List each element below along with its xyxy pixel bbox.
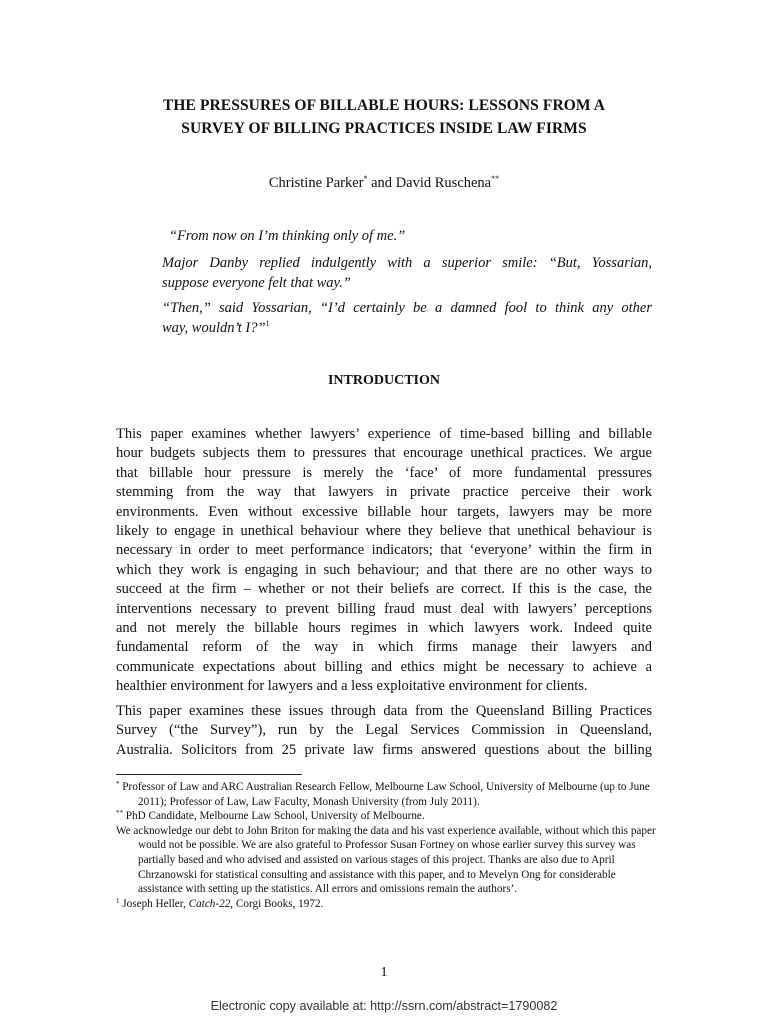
epigraph-quote-3 (162, 298, 652, 338)
ssrn-notice: Electronic copy available at: http://ssrn.com/abstract=1790082 (210, 999, 558, 1013)
author-david-ruschena: David Ruschena (395, 175, 492, 191)
paragraph-1-line: that billable hour pressure is merely the ‘face’ of more fundamental pressures (116, 464, 652, 481)
footnotes (116, 780, 656, 911)
paragraph-2-line: This paper examines these issues through data from the Queensland Billing Practices (116, 703, 652, 719)
epigraph-quote-1 (169, 226, 659, 246)
footnote-author-2 (116, 809, 656, 824)
paragraph-1-line: communicate expectations about billing and ethics might be necessary to achieve a (116, 658, 652, 675)
footnote-book-title: Catch-22 (188, 897, 231, 910)
page-number: 1 (380, 965, 388, 980)
paragraph-1 (116, 425, 652, 697)
author2-footnote-mark: ** (491, 174, 500, 183)
paragraph-1-line: fundamental reform of the way in which firms manage their lawyers and (116, 639, 652, 656)
paragraph-1-line: necessary in order to meet performance indicators; that ‘everyone’ within the firm in (116, 542, 652, 559)
epigraph-quote-3-line-1: “Then,” said Yossarian, “I’d certainly be a damned fool to think any other (162, 300, 652, 316)
epigraph-quote-2 (162, 253, 652, 293)
footnote-1 (116, 897, 656, 912)
paragraph-1-line: which they work is engaging in such behaviour; and that there are no other ways to (116, 561, 652, 578)
epigraph-quote-3-line-2: way, wouldn’t I?” (162, 320, 266, 336)
paragraph-1-line: healthier environment for lawyers and a less exploitative environment for clients. (116, 678, 588, 695)
paper-title (80, 94, 688, 140)
paragraph-2 (116, 702, 652, 760)
footnote-mark: * (116, 780, 120, 788)
paragraph-1-line: and not merely the billable hours regimes in which lawyers work. Indeed quite (116, 620, 652, 637)
section-heading-introduction: INTRODUCTION (327, 373, 440, 388)
paragraph-1-line: environments. Even without excessive billable hour targets, lawyers may be more (116, 503, 652, 520)
author-christine-parker: Christine Parker (268, 175, 364, 191)
footnote-acknowledgements (116, 824, 656, 897)
title-line-1: THE PRESSURES OF BILLABLE HOURS: LESSONS FROM A (162, 97, 606, 114)
footnote-mark: 1 (116, 896, 120, 905)
footnote-text: , Corgi Books, 1972. (230, 897, 324, 910)
footnote-author-1 (116, 780, 656, 809)
paragraph-1-line: This paper examines whether lawyers’ experience of time-based billing and billable (116, 426, 652, 442)
footnote-mark: ** (116, 809, 123, 818)
epigraph-quote-2-line-1: Major Danby replied indulgently with a superior smile: “But, Yossarian, (162, 255, 652, 271)
title-line-2: SURVEY OF BILLING PRACTICES INSIDE LAW FIRMS (181, 120, 587, 137)
footnote-text: Joseph Heller, (119, 897, 189, 910)
footnote-text: PhD Candidate, Melbourne Law School, University of Melbourne. (123, 810, 425, 823)
epigraph-footnote-mark: 1 (265, 319, 270, 328)
author-line (0, 173, 768, 193)
epigraph-quote-1-text: “From now on I’m thinking only of me.” (169, 228, 406, 244)
footnote-text: We acknowledge our debt to John Briton for making the data and his vast experience available, without which this paper would not be possible. We are also grateful to Professor Susan Fortney on whose earlier survey this survey was partially based and who advised and assisted on various stages of this project. Thanks are also due to April Chrzanowski for statistical consulting and assistance with this paper, and to Mevelyn Ong for considerable assistance with setting up the statistics. All errors and omissions remain the authors’. (116, 824, 656, 896)
paragraph-2-line: Australia. Solicitors from 25 private law firms answered questions about the billing (116, 741, 652, 758)
author-conjunction: and (367, 175, 396, 191)
paragraph-1-line: interventions necessary to prevent billing fraud must deal with lawyers’ perceptions (116, 600, 652, 617)
author1-footnote-mark: * (363, 174, 368, 183)
epigraph-quote-2-line-2: suppose everyone felt that way.” (162, 275, 351, 291)
paragraph-1-line: likely to engage in unethical behaviour where they believe that unethical behaviour is (116, 523, 652, 540)
footnote-text: Professor of Law and ARC Australian Research Fellow, Melbourne Law School, University of Melbourne (up to June 2011); Professor of Law, Law Faculty, Monash University (from July 2011). (119, 781, 650, 808)
paragraph-1-line: stemming from the way that lawyers in private practice perceive their work (116, 484, 652, 501)
footnote-separator (116, 774, 302, 775)
paragraph-2-line: Survey (“the Survey”), run by the Legal Services Commission in Queensland, (116, 722, 652, 739)
paragraph-1-line: succeed at the firm – whether or not their beliefs are correct. If this is the case, the (116, 581, 652, 598)
paragraph-1-line: hour budgets subjects them to pressures that encourage unethical practices. We argue (116, 445, 652, 462)
